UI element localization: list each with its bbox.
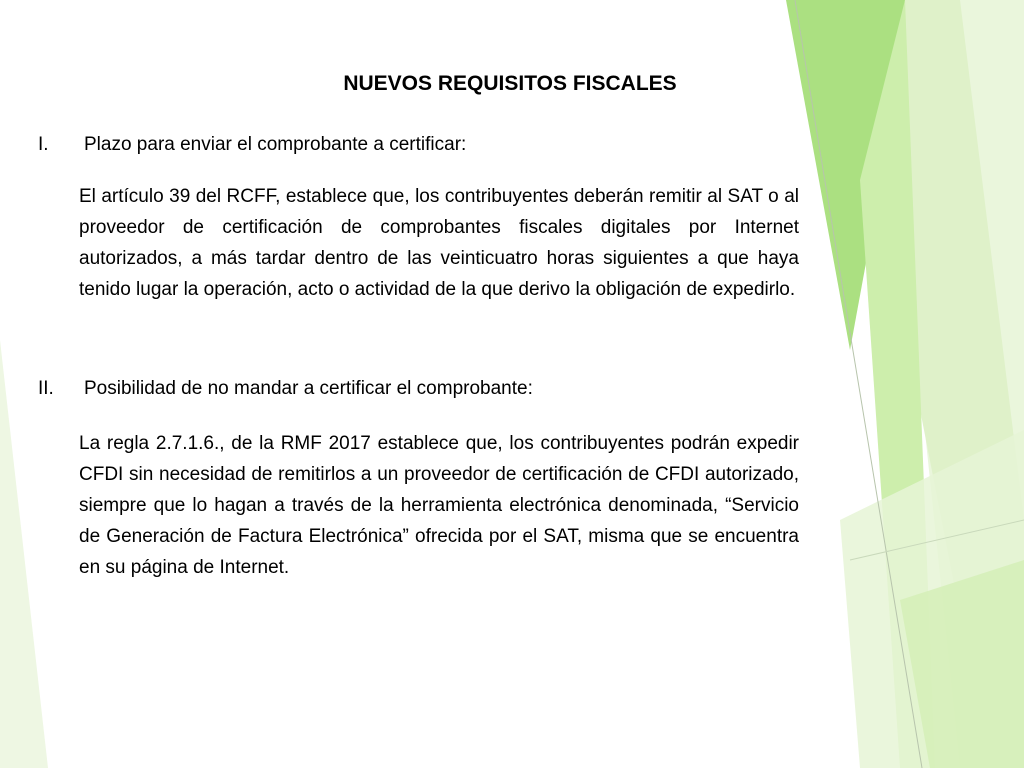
section-2-number: II. xyxy=(38,378,54,399)
slide-title xyxy=(0,72,1024,96)
section-1-heading xyxy=(38,134,466,156)
left-green-wedge xyxy=(0,340,48,768)
section-2-heading-text: Posibilidad de no mandar a certificar el comprobante: xyxy=(84,378,533,399)
section-2-body: La regla 2.7.1.6., de la RMF 2017 establece que, los contribuyentes podrán expedir CFDI sin necesidad de remitirlos a un proveedor de certificación de CFDI autorizado, siempre que lo hagan a través de la herramienta electrónica denominada, “Servicio de Generación de Factura Electrónica” ofrecida por el SAT, misma que se encuentra en su página de Internet. xyxy=(79,433,799,578)
section-1-body: El artículo 39 del RCFF, establece que, los contribuyentes deberán remitir al SAT o al proveedor de certificación de comprobantes fiscales digitales por Internet autorizados, a más tardar dentro de las veinticuatro horas siguientes a que haya tenido lugar la operación, acto o actividad de la que derivo la obligación de expedirlo. xyxy=(79,186,799,300)
section-1-number: I. xyxy=(38,134,49,155)
section-1-heading-text: Plazo para enviar el comprobante a certificar: xyxy=(84,134,467,155)
section-2-heading xyxy=(38,378,533,400)
slide-title-text: NUEVOS REQUISITOS FISCALES xyxy=(343,72,677,95)
